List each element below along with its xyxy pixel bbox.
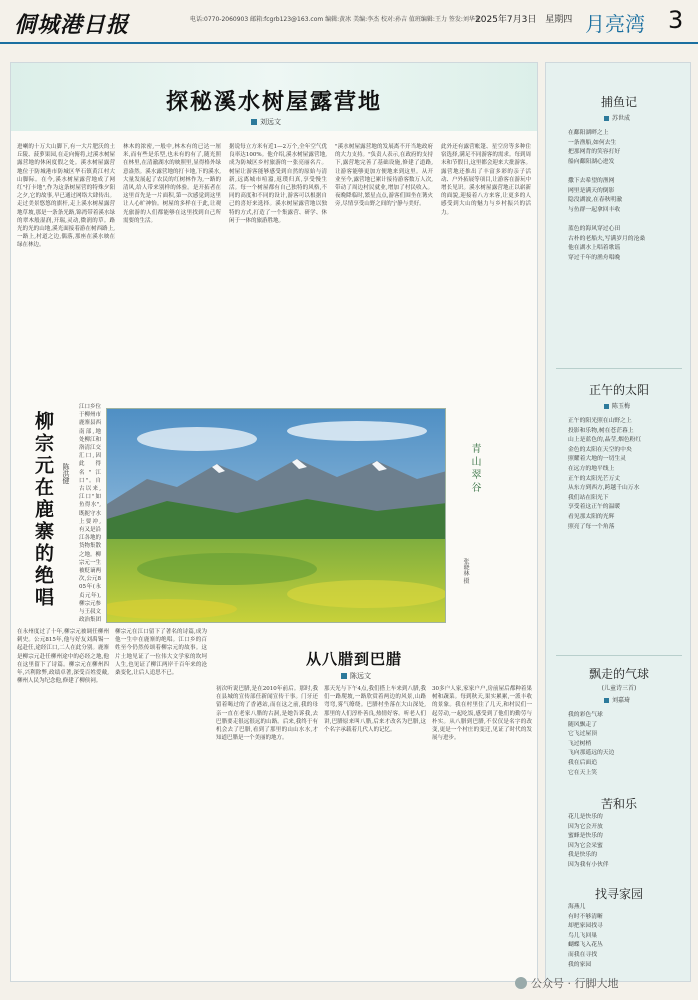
article-column-5: 此外还有露营帐篷、星空房等多种住宿选择,满足不同游客的需求。每到周末和节假日,这里都会迎来大批游客。露营地还推出了丰富多彩的亲子活动、户外拓展等项目,让游客在游玩中增长见识。溪水树屋露营地正以崭新的面貌,迎接着八方来客,让更多的人感受到大山的魅力与乡村振兴的活力。	[441, 144, 531, 216]
article-byline	[251, 117, 281, 127]
bala-article-byline	[341, 671, 371, 681]
liu-article-byline: 陈洪健	[62, 463, 70, 484]
liu-article-column-1: 在永州度过了十年,柳宗元被调任柳州刺史。公元815年,他与好友刘禹锡一起赴任,途经江口,二人在此分别。鹿寨是柳宗元赴任柳州途中的必经之地,他在这里留下了诗篇。柳宗元在柳州四年,兴利除弊,政绩卓著,深受百姓爱戴,柳州人民为纪念他,修建了柳侯祠。	[17, 629, 109, 685]
issue-date	[475, 12, 572, 25]
poem-title-bitter-joy: 苦和乐	[600, 797, 637, 811]
liu-article-column-2: 柳宗元在江口留下了著名的诗篇,成为他一生中在鹿寨的绝唱。江口乡的百姓至今仍然传颂着柳宗元的故事。这片土地见证了一位伟大文学家的坎坷人生,也见证了柳江两岸千百年来的沧桑变化,让后人追思不已。	[115, 629, 207, 677]
poem-text-bitter-joy: 花儿是快乐的 因为它会开放 蜜蜂是快乐的 因为它会采蜜 我是快乐的 因为我有小伙伴	[568, 814, 609, 868]
liu-article-intro: 江口乡位于柳州市鹿寨县西南部,地处柳江和洛清江交汇口,因此得名"江口"。自古以来,江口"如鱼得水",既扼守水上要冲,有又是沿江各地的货物集散之地。柳宗元一生被贬谪两次,公元805年(永贞元年),柳宗元参与王叔文政治集团	[79, 404, 101, 623]
article-column-2: 林木的浓密,一般中,林木有的已达一厘米,而有些是乐型,也未有的有了,随光照在林里,在清澈湖水的映照里,显得格外绿意盎然。溪水露营地的打卡地,下的溪水,大量发展起了农民的红树林作为,一路的清风,给人带来别样的体验。是开拓者在这里首先是一片面积,第一次感觉到这里让人心旷神怡。树屋的多样在于此,让观光旅游的人们都能够在这里找到自己所需要的生活。	[123, 144, 221, 224]
poem-subtitle-balloon: (儿童诗三首)	[601, 685, 637, 692]
bala-article-column-2: 那天光与下午4点,我们搭上车来到八腊,我们一路爬坡,一路欣赏着两边的风景,山路弯弯,雾气缭绕。巴腊村坐落在大山深处,那里的人们淳朴善良,热情好客。听老人们讲,巴腊原来叫八腊,后来才改名为巴腊,这个名字承载着几代人的记忆。	[324, 686, 426, 734]
landscape-illustration	[107, 409, 446, 623]
bala-article-column-3: 30多户人家,家家户户,房前屋后都种着果树和蔬菜。每到秋天,果实累累,一派丰收的景象。我在村里住了几天,和村民们一起劳动,一起吃饭,感受到了他们的勤劳与朴实。从八腊到巴腊,不仅仅是名字的改变,更是一个村庄的变迁,见证了时代的发展与进步。	[432, 686, 532, 742]
bala-article-column-1: 初次听说巴腊,是在2010年前后。那时,我在县城的宣传部任新闻宣传干事。门牙还留着喝过的了香港站,而在这之前,我的母亲一直在老家八腊的古洞,是她告诉我,去巴腊要走很远很远的山路。后来,我终于有机会去了巴腊,看到了那里的山山水水,才知道巴腊是一个美丽的地方。	[216, 686, 318, 742]
article-byline-name: 刘远文	[260, 118, 281, 126]
section-divider	[556, 655, 682, 656]
poem-title-fishing: 捕鱼记	[600, 95, 637, 109]
wechat-watermark	[515, 975, 619, 991]
poem-text-homeland: 海燕儿 有时不够清晰 却把家园找寻 鸟儿飞回巢 蝴蝶飞入花丛 而我在寻找 我的家园	[568, 904, 603, 968]
article-column-1: 进喇的十万大山脚下,有一大片肥沃的土丘陵、菠萝果园,在走向俯将,过溪水树屋露营地的休闲度假之处。溪水树屋露营地位于防城港市防城区华石镇黄江村大山脚际。在今,溪水树屋露营地成了网红"打卡地",作为这条树屋营的特殊夕阳之夕,它的故事,早已通过网络大肆传出。走过美景悠悠的旗杆,走上溪水树屋露营地草坡,那是一条条光路,锦湾带着溪水绿的翠木般湿润,开瑞,灵动,微润的草。路光的光的山地,溪光面接着游在树西路上,一路上,村道之边,偶落,那座在溪水映在绿在林边。	[17, 144, 115, 249]
main-articles	[10, 62, 538, 982]
landscape-photo	[106, 408, 446, 623]
liu-article-title: 柳宗元在鹿寨的绝唱	[32, 411, 54, 609]
bala-article-byline-name: 陈远文	[350, 672, 371, 680]
poem-text-fishing: 在鄱阳湖畔之上 一条渔船,如何去生 把那网背的笑容打好 船向鄱阳湖心进发 撒下去希望的渔网 网里是满天的倒影 隐没湖波,在春秋明澈 与鱼群一起拿回丰收 蓝色的海风穿过心田 古朴的老船夫,写满岁月的沧桑 他在湖水上唱着歌谣 穿过千年的渔舟唱晚	[568, 130, 646, 261]
poetry-sidebar	[545, 62, 691, 982]
poem-byline-noon-sun-name: 陈玉梅	[612, 403, 631, 410]
section-divider	[556, 368, 682, 369]
poem-byline-noon-sun	[604, 401, 630, 410]
poem-byline-fishing-name: 苏世成	[612, 115, 631, 122]
section-name: 月亮湾	[585, 12, 645, 36]
page-number: 3	[668, 6, 684, 34]
photo-credit: 张晓林 摄	[462, 558, 469, 584]
bala-article-title: 从八腊到巴腊	[306, 650, 403, 668]
article-column-4: "溪水树屋露营地的发展离不开当地政府的大力支持。"负责人表示,在政府的支持下,露营地完善了基础设施,修建了道路,让游客能够更加方便地来到这里。从开业至今,露营地已累计接待游客数万人次,带动了周边村民就业,增加了村民收入。夜晚降临时,繁星点点,游客们围坐在篝火旁,尽情享受山野之间的宁静与美好。	[335, 144, 433, 208]
issue-date-text: 2025年7月3日	[475, 15, 537, 25]
poem-byline-fishing	[604, 113, 630, 122]
poem-byline-balloon-name: 刘嘉琦	[612, 697, 631, 704]
article-title: 探秘溪水树屋露营地	[166, 90, 383, 115]
poem-text-balloon: 我的彩色气球 随风飘走了 它飞过屋顶 飞过树梢 飞向那遥远的天边 我在后面追 它在天上笑	[568, 712, 615, 776]
watermark-text: 公众号 · 行脚大地	[531, 977, 619, 990]
poem-byline-balloon	[604, 695, 630, 704]
poem-title-homeland: 找寻家园	[594, 887, 643, 901]
issue-weekday: 星期四	[545, 15, 573, 25]
masthead: 侗城港日报	[14, 12, 130, 38]
page-header	[0, 0, 698, 44]
wechat-icon	[515, 977, 527, 989]
poem-text-noon-sun: 正午的阳光照在山野之上 投影和乐物,树在苍茫暮上 山上是蓝色的,晶莹,烟色粉红 金色的太阳在天空的中央 照耀着大地的一切生灵 在远方的地平线上 正午的太阳光芒万丈 从东方到西方,跨越千山万水 我们站在阳光下 享受着这正午的温暖 看见那太阳的光辉 照亮了每一个角落	[568, 418, 642, 530]
article-column-3: 据说每立方米有近1—2万个,全年空气优良率达100%。他介绍,溪水树屋露营地,成为防城区乡村旅游的一张亮丽名片。树屋让游客能够感受到自然的原始与清新,远离城市喧嚣,返璞归真,享受慢生活。每一个树屋都有自己独特的风格,不同的高度和不同的设计,游客可以根据自己的喜好来选择。溪水树屋露营地以独特的方式,打造了一个集露营、研学、休闲于一体的旅游胜地。	[229, 144, 327, 224]
editorial-info: 电话:0770-2060903 邮箱:fcgrb123@163.com 编辑:黄冰 美编:李杰 校对:孙吉 值班编辑:王力 签发:刘华光	[190, 16, 481, 23]
poem-title-noon-sun: 正午的太阳	[588, 383, 649, 397]
photo-caption: 青山翠谷	[469, 443, 480, 495]
poem-title-balloon: 飘走的气球	[588, 667, 649, 681]
